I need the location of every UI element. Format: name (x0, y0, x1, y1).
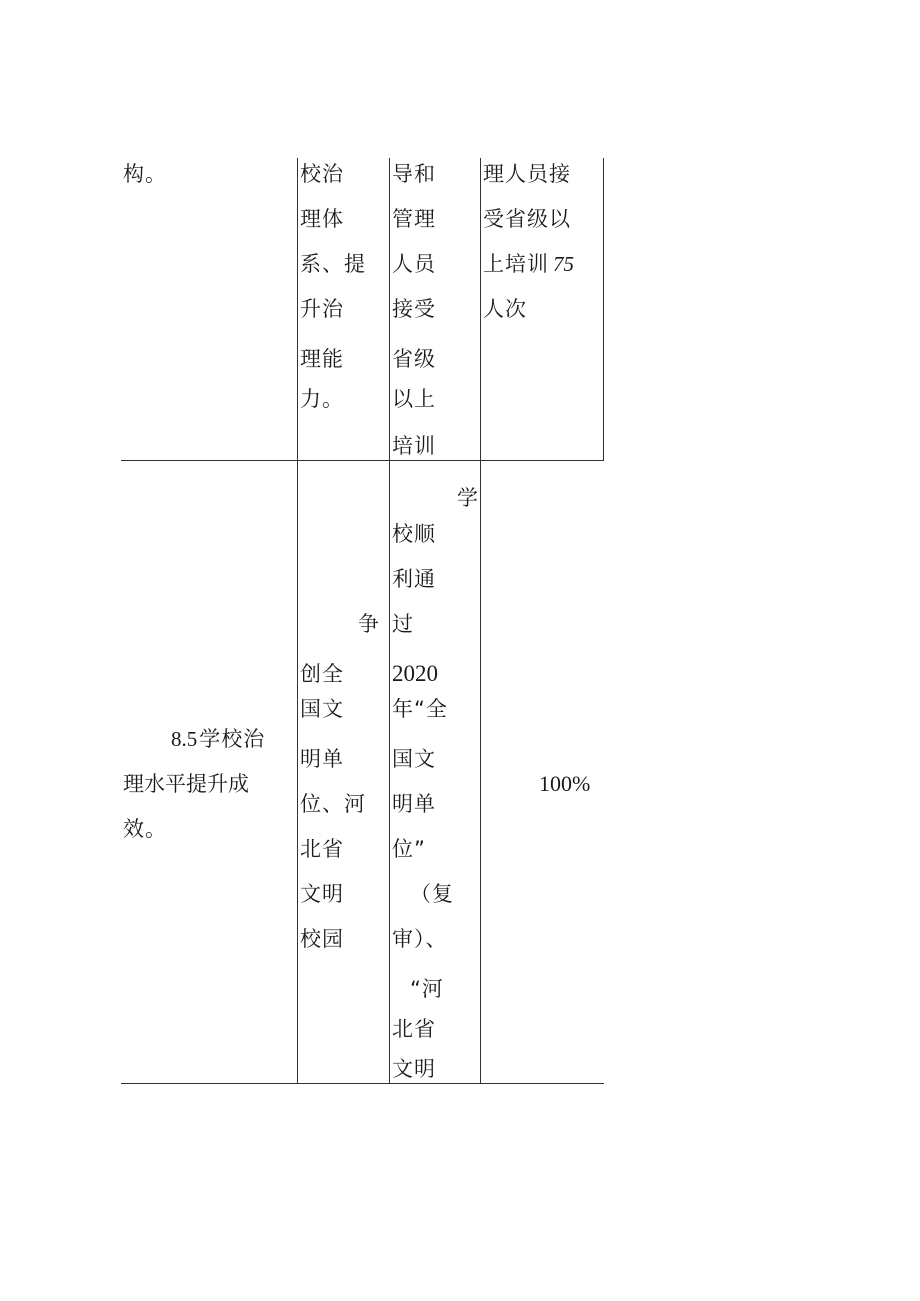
row2-col3-line: 文明 (392, 1057, 436, 1081)
row2-col1-line (171, 727, 265, 751)
row2-col2-line: 争 (358, 612, 380, 636)
row1-col4-text: 上培训 (483, 252, 549, 276)
column-divider-3 (480, 158, 481, 1084)
row2-col1-line: 理水平提升成 (123, 772, 249, 796)
row2-col1-text: 学校治 (199, 727, 266, 751)
column-divider-1 (297, 158, 298, 1084)
row2-col3-line: （复 (410, 882, 454, 906)
row2-col3-line: 位” (392, 837, 426, 861)
row2-col2-line: 国文 (300, 697, 344, 721)
row1-col4-line: 受省级以 (483, 207, 571, 231)
row1-col1-text: 构。 (123, 162, 167, 186)
row2-col1-number: 8.5 (171, 727, 198, 751)
row1-col2-line: 校治 (300, 162, 344, 186)
row2-col3-line: “河 (410, 977, 444, 1001)
row2-col2-line: 北省 (300, 837, 344, 861)
column-divider-2 (389, 158, 390, 1084)
row2-col3-line: 国文 (392, 747, 436, 771)
row2-col3-line: 北省 (392, 1017, 436, 1041)
row2-col3-year: 2020 (392, 661, 438, 686)
row2-col3-line: 过 (392, 612, 414, 636)
row1-col3-line: 人员 (392, 252, 436, 276)
row1-col4-number: 75 (553, 252, 574, 276)
row2-col4-percent: 100% (539, 771, 591, 796)
row1-col2-line: 理体 (300, 207, 344, 231)
row1-col3-line: 管理 (392, 207, 436, 231)
row1-col4-line: 理人员接 (483, 162, 571, 186)
row1-col4-line: 人次 (483, 297, 527, 321)
row-divider-2 (121, 1083, 604, 1084)
row1-col2-line: 系、提 (300, 252, 366, 276)
row2-col2-line: 校园 (300, 927, 344, 951)
row1-col3-line: 导和 (392, 162, 436, 186)
row2-col3-line: 学 (457, 486, 479, 510)
row1-col3-line: 培训 (392, 434, 436, 458)
row2-col3-line: 年“全 (392, 697, 448, 721)
row2-col2-line: 位、河 (300, 792, 366, 816)
row-divider-1 (121, 460, 604, 461)
row1-col3-line: 省级 (392, 347, 436, 371)
row2-col3-line: 校顺 (392, 522, 436, 546)
row1-col4-line (483, 252, 574, 276)
row1-col2-line: 升治 (300, 297, 344, 321)
row2-col2-line: 创全 (300, 662, 344, 686)
row1-col2-line: 理能 (300, 347, 344, 371)
row2-col3-line: 明单 (392, 792, 436, 816)
row2-col1-line: 效。 (123, 817, 167, 841)
row2-col2-line: 明单 (300, 747, 344, 771)
row1-col2-line: 力。 (300, 387, 344, 411)
column-divider-4 (603, 158, 604, 461)
row2-col3-line: 利通 (392, 567, 436, 591)
row2-col3-line: 审）、 (392, 927, 448, 951)
row2-col2-line: 文明 (300, 882, 344, 906)
row1-col3-line: 以上 (392, 387, 436, 411)
row1-col3-line: 接受 (392, 297, 436, 321)
